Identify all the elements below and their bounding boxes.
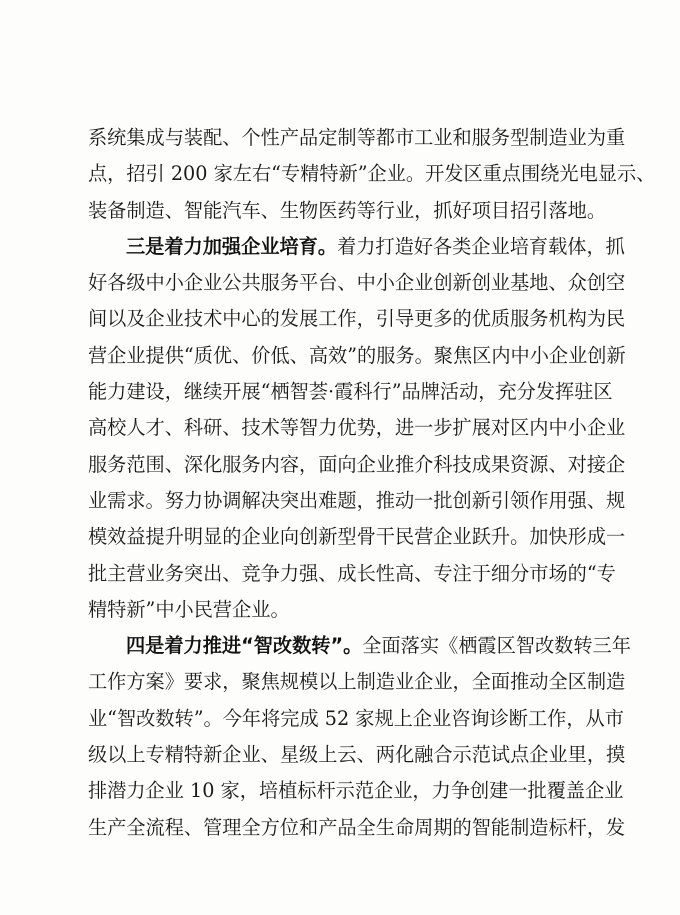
text-line: 业“智改数转”。今年将完成 52 家规上企业咨询诊断工作，从市 xyxy=(88,706,624,730)
text-line: 系统集成与装配、个性产品定制等都市工业和服务型制造业为重 xyxy=(88,126,626,149)
paragraph-lead-heading: 三是着力加强企业培育。 xyxy=(126,234,338,258)
paragraph-2 xyxy=(88,229,626,628)
text-line-first xyxy=(88,628,631,664)
paragraph-1 xyxy=(88,120,656,229)
text-line: 间以及企业技术中心的发展工作，引导更多的优质服务机构为民 xyxy=(88,307,626,331)
paragraph-3 xyxy=(88,628,631,846)
text-line: 营企业提供“质优、价低、高效”的服务。聚焦区内中小企业创新 xyxy=(88,343,626,367)
text-line-first xyxy=(88,229,625,265)
text-line: 服务范围、深化服务内容，面向企业推介科技成果资源、对接企 xyxy=(88,452,626,476)
text-line: 模效益提升明显的企业向创新型骨干民营企业跃升。加快形成一 xyxy=(88,525,626,549)
text-line: 好各级中小企业公共服务平台、中小企业创新创业基地、众创空 xyxy=(88,271,626,295)
text-line: 工作方案》要求，聚焦规模以上制造业企业，全面推动全区制造 xyxy=(88,670,626,694)
text-line: 能力建设，继续开展“栖智荟·霞科行”品牌活动，充分发挥驻区 xyxy=(88,380,613,404)
text-line: 精特新”中小民营企业。 xyxy=(88,597,290,621)
text-line: 批主营业务突出、竞争力强、成长性高、专注于细分市场的“专 xyxy=(88,561,616,585)
body-text xyxy=(88,120,656,846)
text-line: 高校人才、科研、技术等智力优势，进一步扩展对区内中小企业 xyxy=(88,416,626,440)
text-line: 装备制造、智能汽车、生物医药等行业，抓好项目招引落地。 xyxy=(88,198,607,222)
text-line: 级以上专精特新企业、星级上云、两化融合示范试点企业里，摸 xyxy=(88,743,626,767)
text-line: 生产全流程、管理全方位和产品全生命周期的智能制造标杆，发 xyxy=(88,815,626,839)
text-line: 点，招引 200 家左右“专精特新”企业。开发区重点围绕光电显示、 xyxy=(88,162,656,186)
paragraph-lead-heading: 四是着力推进“智改数转”。 xyxy=(126,634,363,658)
text-run: 着力打造好各类企业培育载体，抓 xyxy=(337,234,625,258)
text-line: 业需求。努力协调解决突出难题，推动一批创新引领作用强、规 xyxy=(88,488,626,512)
text-run: 全面落实《栖霞区智改数转三年 xyxy=(362,634,631,658)
text-line: 排潜力企业 10 家，培植标杆示范企业，力争创建一批覆盖企业 xyxy=(88,779,624,803)
